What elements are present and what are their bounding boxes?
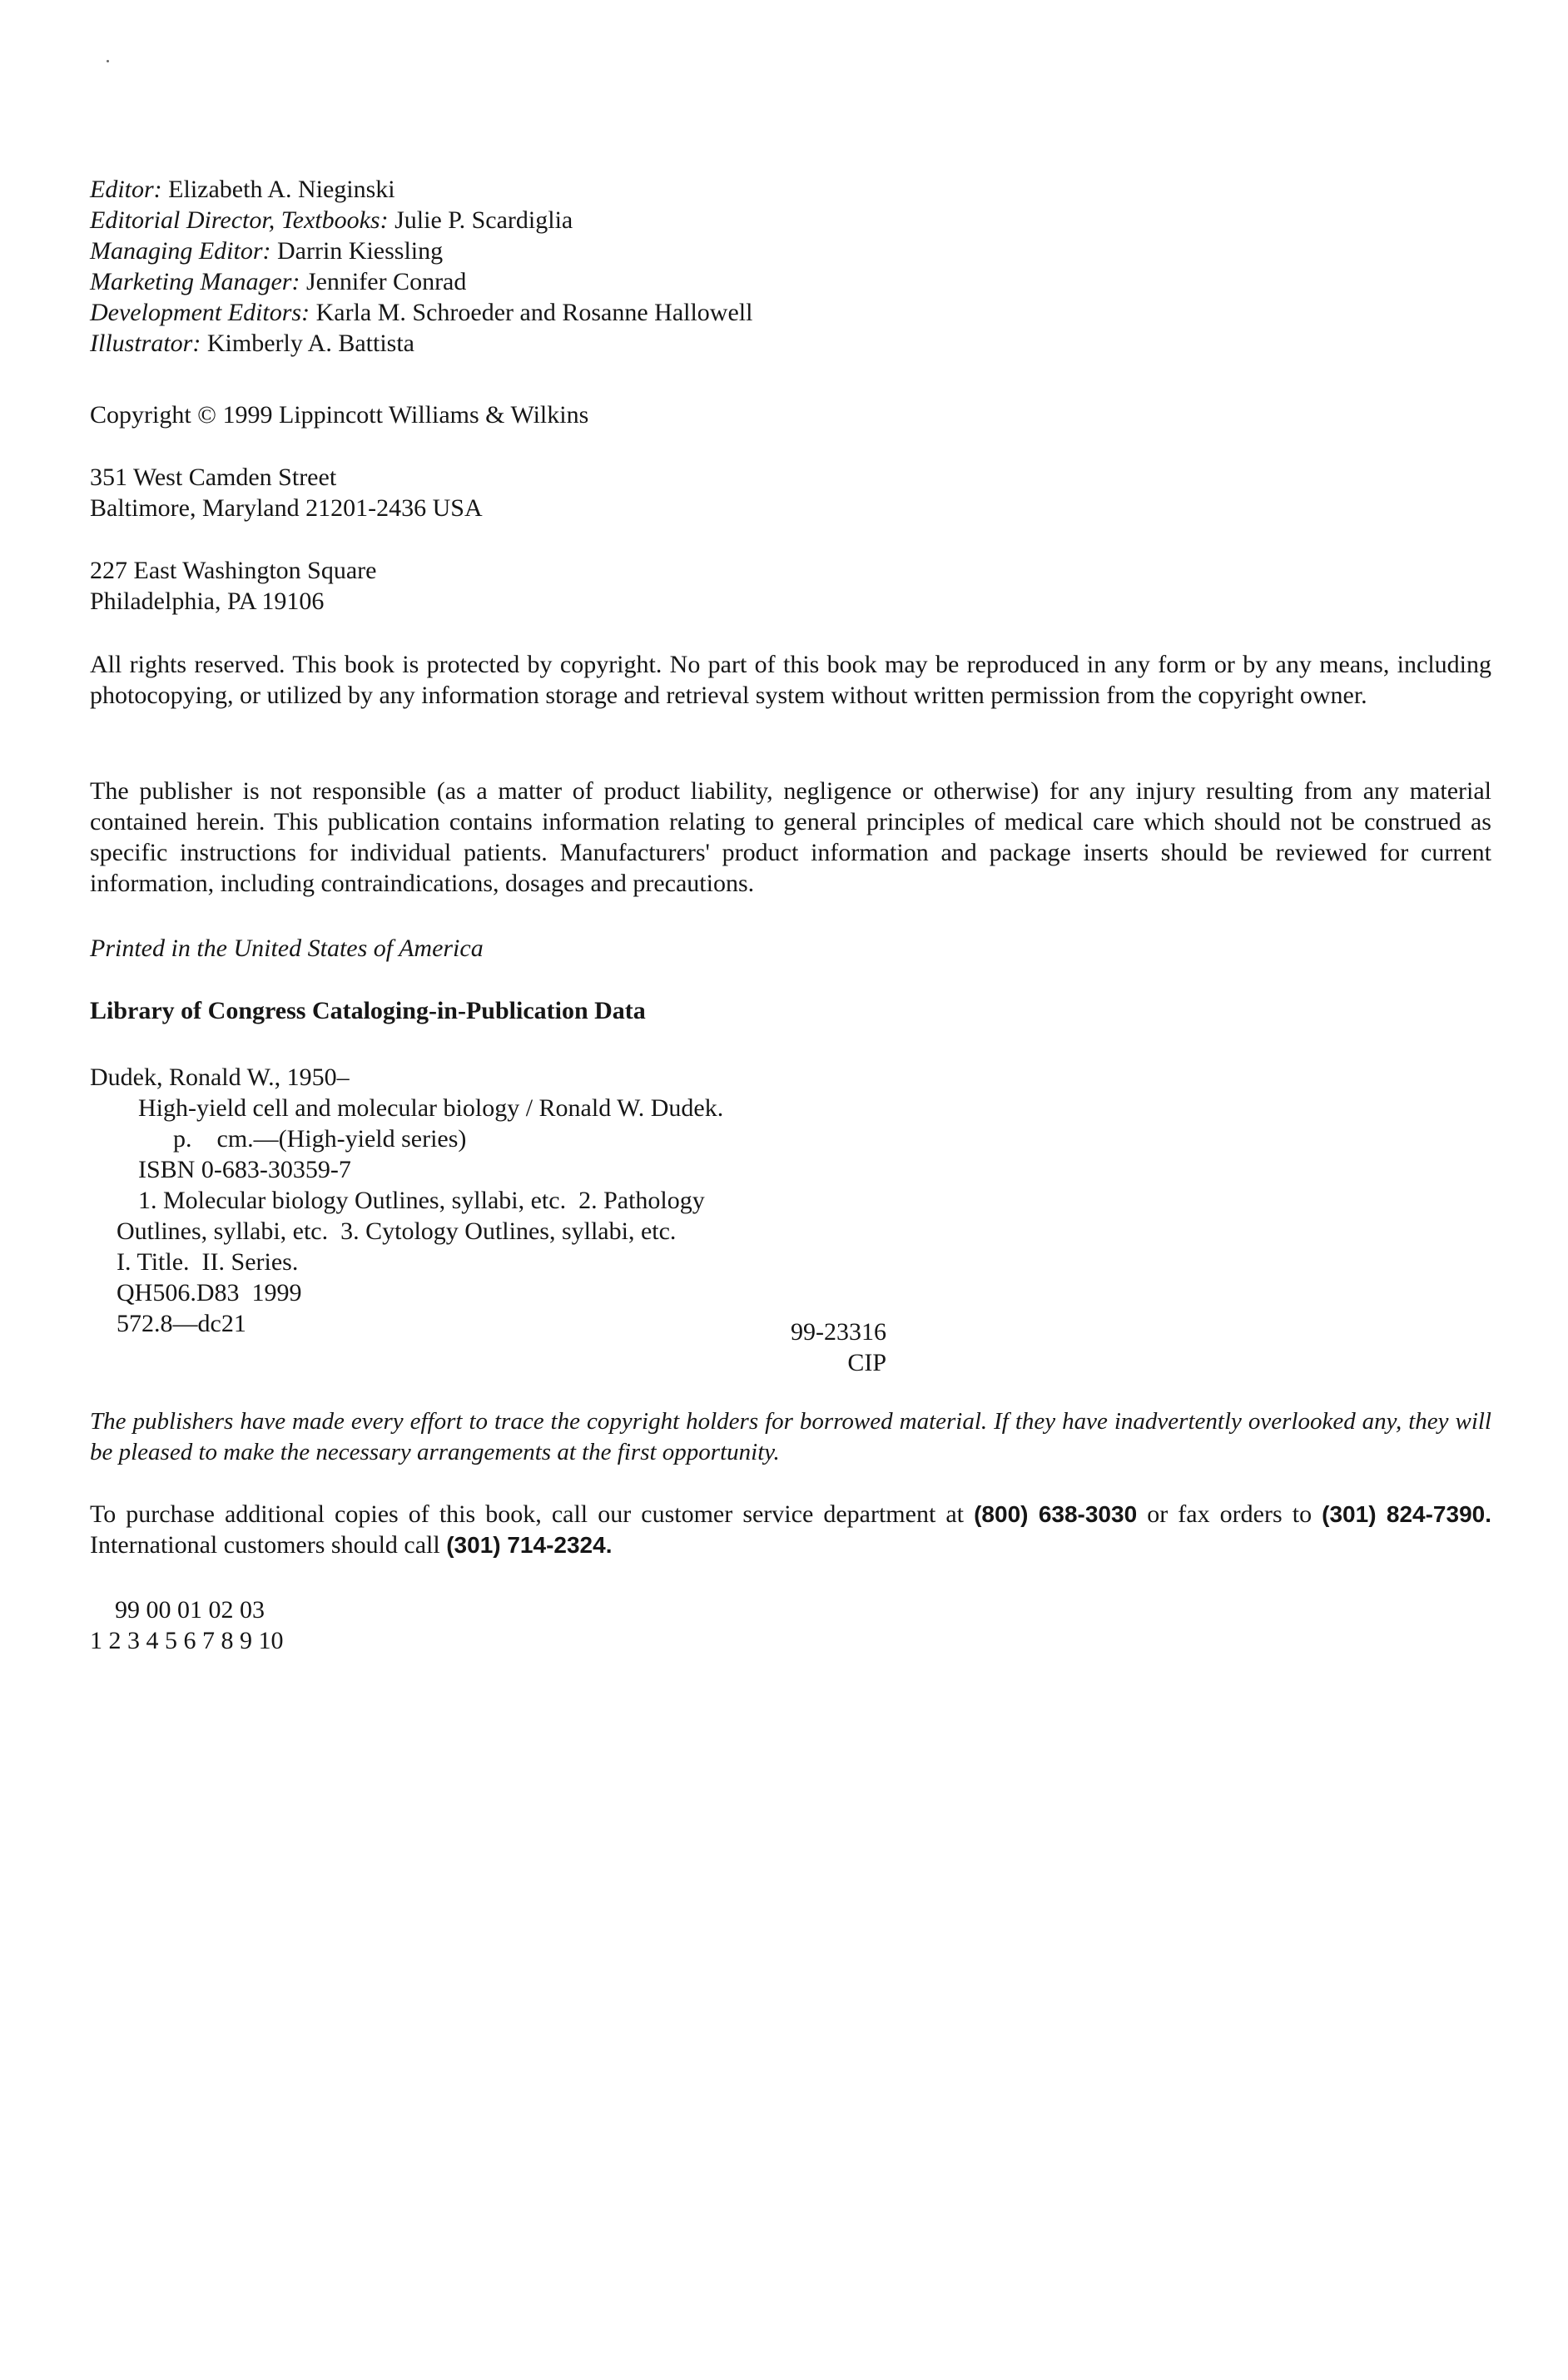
credit-marketing-manager: Marketing Manager: Jennifer Conrad xyxy=(90,268,467,295)
phone-fax: (301) 824-7390. xyxy=(1322,1501,1491,1527)
cip-record xyxy=(90,1062,922,1339)
credit-development-editors: Development Editors: Karla M. Schroeder and Rosanne Hallowell xyxy=(90,299,753,326)
cip-subject-1: 1. Molecular biology Outlines, syllabi, etc. 2. Pathology xyxy=(138,1187,705,1214)
disclaimer-paragraph: The publisher is not responsible (as a matter of product liability, negligence or otherwise) for any injury resulting from any material contained herein. This publication contains information relating to general principles of medical care which should not be construed as specific instructions for individual patients. Manufacturers' product information and package inserts should be reviewed for current information, including contraindications, dosages and precautions. xyxy=(90,777,1491,897)
publishers-note: The publishers have made every effort to trace the copyright holders for borrowed material. If they have inadvertently overlooked any, they will be pleased to make the necessary arrangements at the first opportunity. xyxy=(90,1408,1491,1465)
cip-dewey: 572.8—dc21 xyxy=(117,1310,246,1337)
cip-pages: p. cm.—(High-yield series) xyxy=(173,1125,467,1153)
cip-subject-2: Outlines, syllabi, etc. 3. Cytology Outlines, syllabi, etc. xyxy=(117,1217,677,1245)
printing-numbers: 1 2 3 4 5 6 7 8 9 10 xyxy=(90,1627,284,1654)
cip-isbn: ISBN 0-683-30359-7 xyxy=(138,1156,351,1183)
cip-series: I. Title. II. Series. xyxy=(117,1248,299,1276)
cip-heading: Library of Congress Cataloging-in-Publication Data xyxy=(90,997,646,1024)
cip-label: CIP xyxy=(847,1349,886,1376)
purchase-paragraph: To purchase additional copies of this book, call our customer service department at (800) 638-3030 or fax orders to (301) 824-7390. International customers should call (301) 714-2324. xyxy=(90,1500,1491,1559)
cip-number: 99-23316 xyxy=(791,1318,886,1346)
phone-international: (301) 714-2324. xyxy=(446,1532,613,1558)
credits-block xyxy=(90,174,752,359)
address-philadelphia: 227 East Washington Square Philadelphia, PA 19106 xyxy=(90,557,377,615)
copyright-line: Copyright © 1999 Lippincott Williams & Wilkins xyxy=(90,401,589,429)
phone-customer-service: (800) 638-3030 xyxy=(974,1501,1138,1527)
rights-paragraph: All rights reserved. This book is protected by copyright. No part of this book may be reproduced in any form or by any means, including photocopying, or utilized by any information storage and retrieval system without written permission from the copyright owner. xyxy=(90,651,1491,709)
cip-control xyxy=(737,1316,886,1378)
cip-lc-number: QH506.D83 1999 xyxy=(117,1279,302,1307)
credit-illustrator: Illustrator: Kimberly A. Battista xyxy=(90,330,414,357)
speck xyxy=(107,60,109,62)
printing-years: 99 00 01 02 03 xyxy=(115,1596,265,1624)
credit-managing-editor: Managing Editor: Darrin Kiessling xyxy=(90,237,444,265)
credit-editorial-director: Editorial Director, Textbooks: Julie P. Scardiglia xyxy=(90,206,573,234)
cip-author: Dudek, Ronald W., 1950– xyxy=(90,1064,350,1091)
cip-title: High-yield cell and molecular biology / Ronald W. Dudek. xyxy=(138,1094,724,1122)
credit-editor: Editor: Elizabeth A. Nieginski xyxy=(90,176,395,203)
address-baltimore: 351 West Camden Street Baltimore, Maryland 21201-2436 USA xyxy=(90,464,483,522)
printed-in: Printed in the United States of America xyxy=(90,935,484,962)
printing-line xyxy=(90,1594,284,1656)
